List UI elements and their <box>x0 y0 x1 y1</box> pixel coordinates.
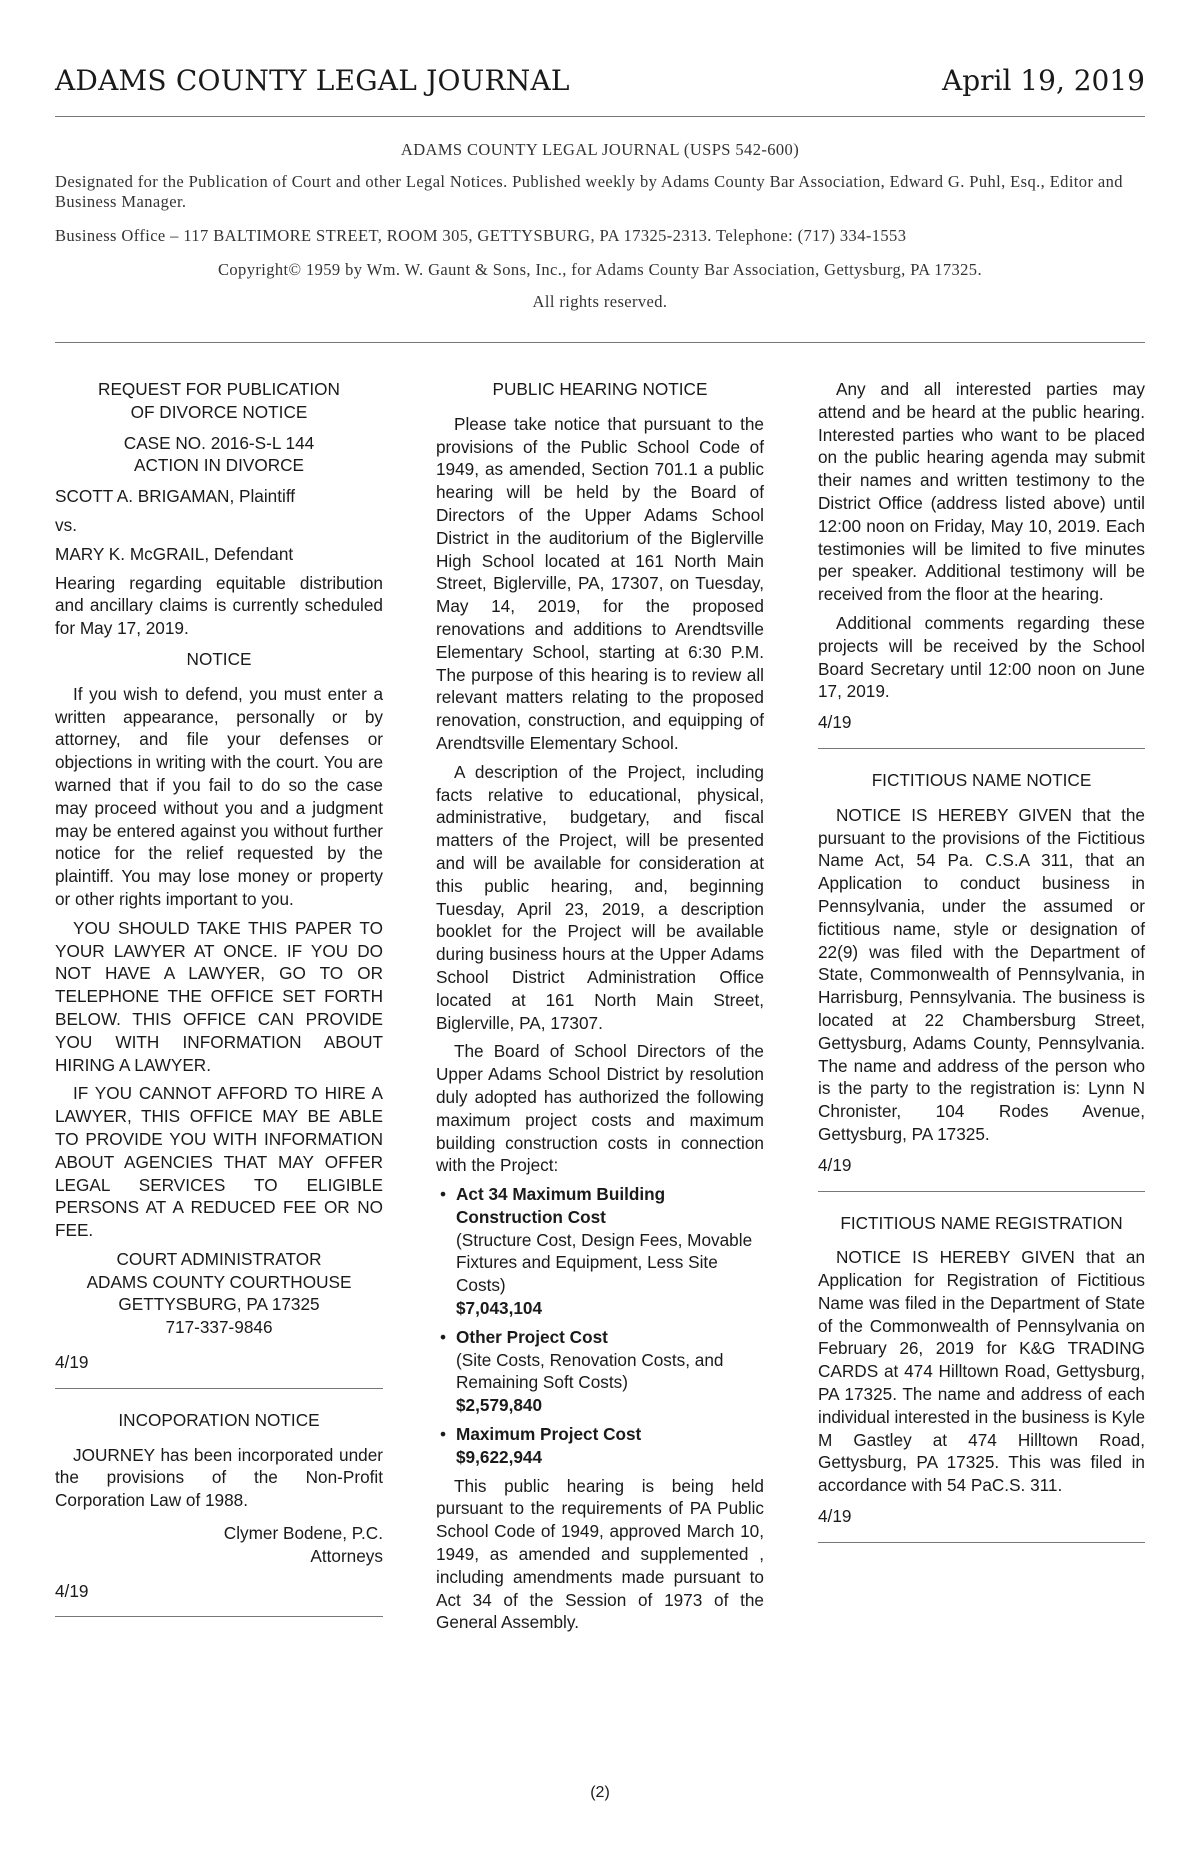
hearing-paragraph-3: The Board of School Directors of the Upper Adams School District by resolution duly adopted has authorized the following maximum project costs and maximum building construction costs in connection with the Project: <box>436 1041 764 1176</box>
hearing-date-tag: 4/19 <box>818 712 852 733</box>
list-item <box>436 1423 764 1469</box>
fictitious-notice-date-tag: 4/19 <box>818 1154 852 1175</box>
defendant: MARY K. McGRAIL, Defendant <box>55 543 294 564</box>
masthead <box>55 64 1145 117</box>
divider <box>55 1616 383 1617</box>
issue-date: April 19, 2019 <box>941 64 1145 97</box>
law-firm: Clymer Bodene, P.C. <box>223 1523 383 1544</box>
designation-text: Designated for the Publication of Court and other Legal Notices. Published weekly by Adams County Bar Association, Edward G. Puhl, Esq., Editor and Business Manager. <box>55 172 1123 211</box>
fictitious-name-notice <box>818 769 1145 1192</box>
public-hearing-notice <box>436 378 764 1634</box>
case-number: CASE NO. 2016-S-L 144 <box>123 432 315 453</box>
copyright-text: Copyright© 1959 by Wm. W. Gaunt & Sons, Inc., for Adams County Bar Association, Gettysburg, PA 17325. <box>218 260 982 279</box>
action-type: ACTION IN DIVORCE <box>134 455 304 476</box>
column-2 <box>436 378 764 1640</box>
list-item <box>436 1326 764 1417</box>
divorce-notice <box>55 378 383 1389</box>
hearing-paragraph-4: This public hearing is being held pursuant to the requirements of PA Public School Code of 1949, approved March 10, 1949, as amended and supplemented , including amendments made pursuant to Act 34 of the Session of 1973 of the General Assembly. <box>436 1475 764 1633</box>
cost-amount: $7,043,104 <box>456 1298 543 1319</box>
cost-amount: $2,579,840 <box>456 1395 543 1416</box>
bullet-icon: • <box>440 1424 447 1445</box>
column-1 <box>55 378 383 1637</box>
court-administrator: COURT ADMINISTRATOR <box>116 1248 322 1269</box>
divider <box>818 1191 1145 1192</box>
cost-detail: (Site Costs, Renovation Costs, and Remaining Soft Costs) <box>456 1349 724 1393</box>
courthouse-city: GETTYSBURG, PA 17325 <box>118 1294 320 1315</box>
courthouse-phone: 717-337-9846 <box>165 1317 273 1338</box>
journal-page <box>55 0 1145 1855</box>
fictitious-registration-body: NOTICE IS HEREBY GIVEN that an Application for Registration of Fictitious Name was filed in the Department of State of the Commonwealth of Pennsylvania on February 26, 2019 for K&G TRADING CARDS at 474 Hilltown Road, Gettysburg, PA 17325. The name and address of each individual interested in the business is Kyle M Gastley at 474 Hilltown Road, Gettysburg, PA 17325. This was filed in accordance with 54 PaC.S. 311. <box>818 1247 1145 1496</box>
bullet-icon: • <box>440 1326 447 1347</box>
divider <box>818 748 1145 749</box>
incorporation-body: JOURNEY has been incorporated under the provisions of the Non-Profit Corporation Law of 1988. <box>55 1444 383 1511</box>
public-hearing-heading: PUBLIC HEARING NOTICE <box>492 379 708 399</box>
fictitious-registration-date-tag: 4/19 <box>818 1506 852 1527</box>
cost-title: Other Project Cost <box>456 1326 608 1347</box>
hearing-paragraph-2: A description of the Project, including facts relative to educational, physical, administrative, budgetary, and fiscal matters of the Project, will be presented and will be available for consideration at this public hearing, and, beginning Tuesday, April 23, 2019, a description booklet for the Project will be available during business hours at the Upper Adams School District Administration Office located at 161 North Main Street, Biglerville, PA, 17307. <box>436 761 764 1033</box>
hearing-paragraph-6: Additional comments regarding these projects will be received by the School Board Secretary until 12:00 noon on June 17, 2019. <box>818 612 1145 702</box>
incorporation-heading: INCOPORATION NOTICE <box>118 1409 320 1430</box>
cost-amount: $9,622,944 <box>456 1446 543 1467</box>
fictitious-name-registration <box>818 1212 1145 1543</box>
list-item <box>436 1183 764 1320</box>
plaintiff: SCOTT A. BRIGAMAN, Plaintiff <box>55 486 296 507</box>
rights-text: All rights reserved. <box>532 292 668 311</box>
divorce-date-tag: 4/19 <box>55 1352 89 1373</box>
cost-detail: (Structure Cost, Design Fees, Movable Fixtures and Equipment, Less Site Costs) <box>456 1229 753 1296</box>
notice-paragraph-3: IF YOU CANNOT AFFORD TO HIRE A LAWYER, THIS OFFICE MAY BE ABLE TO PROVIDE YOU WITH INFORMATION ABOUT AGENCIES THAT MAY OFFER LEGAL SERVICES TO ELIGIBLE PERSONS AT A REDUCED FEE OR NO FEE. <box>55 1083 383 1241</box>
notice-heading: NOTICE <box>186 648 252 669</box>
hearing-paragraph-1: Please take notice that pursuant to the provisions of the Public School Code of 1949, as amended, Section 701.1 a public hearing will be held by the Board of Directors of the Upper Adams School District in the auditorium of the Biglerville High School located at 161 North Main Street, Biglerville, PA, 17307, on Tuesday, May 14, 2019, for the proposed renovations and additions to Arendtsville Elementary School, starting at 6:30 P.M. The purpose of this hearing is to review all relevant matters relating to the proposed renovation, construction, and equipping of Arendtsville Elementary School. <box>436 413 764 753</box>
fictitious-notice-body: NOTICE IS HEREBY GIVEN that the pursuant to the provisions of the Fictitious Name Act, 54 Pa. C.S.A 311, that an Application to conduct business in Pennsylvania, under the assumed or fictitious name, style or designation of 22(9) was filed with the Department of State, Commonwealth of Pennsylvania, in Harrisburg, Pennsylvania. The business is located at 22 Chambersburg Street, Gettysburg, Adams County, Pennsylvania. The name and address of the person who is the party to the registration is: Lynn N Chronister, 104 Rodes Avenue, Gettysburg, PA 17325. <box>818 804 1145 1144</box>
incorporation-date-tag: 4/19 <box>55 1580 89 1601</box>
publication-info <box>55 140 1145 343</box>
business-office-text: Business Office – 117 BALTIMORE STREET, ROOM 305, GETTYSBURG, PA 17325-2313. Telephone: (717) 334-1553 <box>55 226 907 245</box>
hearing-text: Hearing regarding equitable distribution and ancillary claims is currently scheduled for May 17, 2019. <box>55 572 383 639</box>
law-firm-role: Attorneys <box>310 1545 383 1566</box>
cost-title: Maximum Project Cost <box>456 1424 642 1445</box>
project-cost-list <box>436 1183 764 1469</box>
versus: vs. <box>55 514 77 535</box>
cost-title: Act 34 Maximum Building Construction Cost <box>456 1184 666 1227</box>
divider <box>55 1388 383 1389</box>
column-3 <box>818 378 1145 1563</box>
usps-line: ADAMS COUNTY LEGAL JOURNAL (USPS 542-600) <box>400 140 800 159</box>
bullet-icon: • <box>440 1184 447 1205</box>
divider <box>818 1542 1145 1543</box>
divorce-heading-line1: REQUEST FOR PUBLICATION <box>98 379 340 399</box>
notice-paragraph-1: If you wish to defend, you must enter a written appearance, personally or by attorney, and file your defenses or objections in writing with the court. You are warned that if you fail to do so the case may proceed without you and a judgment may be entered against you without further notice for the relief requested by the plaintiff. You may lose money or property or other rights important to you. <box>55 683 383 909</box>
notice-paragraph-2: YOU SHOULD TAKE THIS PAPER TO YOUR LAWYER AT ONCE. IF YOU DO NOT HAVE A LAWYER, GO TO OR TELEPHONE THE OFFICE SET FORTH BELOW. THIS OFFICE CAN PROVIDE YOU WITH INFORMATION ABOUT HIRING A LAWYER. <box>55 917 383 1075</box>
hearing-paragraph-5: Any and all interested parties may attend and be heard at the public hearing. Interested parties who want to be placed on the public hearing agenda may submit their names and written testimony to the District Office (address listed above) until 12:00 noon on Friday, May 10, 2019. Each testimonies will be limited to five minutes per speaker. Additional testimony will be received from the floor at the hearing. <box>818 379 1145 605</box>
incorporation-notice <box>55 1409 383 1618</box>
journal-title: ADAMS COUNTY LEGAL JOURNAL <box>55 64 570 97</box>
page-number: (2) <box>590 1784 610 1801</box>
divorce-heading-line2: OF DIVORCE NOTICE <box>130 401 308 422</box>
fictitious-registration-heading: FICTITIOUS NAME REGISTRATION <box>840 1212 1123 1233</box>
fictitious-notice-heading: FICTITIOUS NAME NOTICE <box>871 769 1092 790</box>
courthouse: ADAMS COUNTY COURTHOUSE <box>86 1271 352 1292</box>
